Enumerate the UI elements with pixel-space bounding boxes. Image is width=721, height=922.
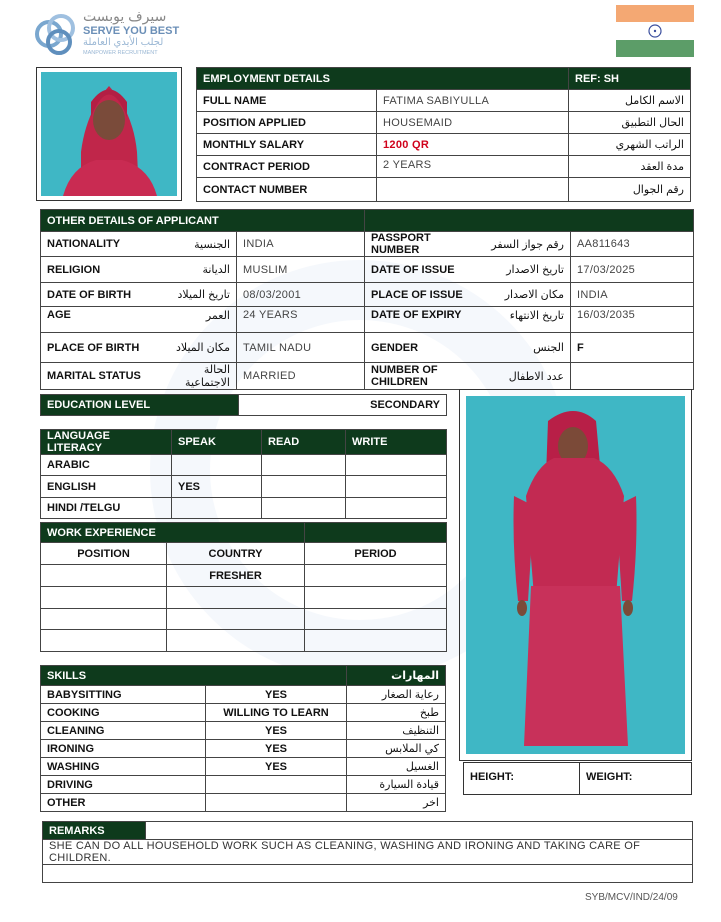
- table-row: [41, 740, 446, 758]
- religion-label: RELIGION: [41, 257, 151, 283]
- height-label: HEIGHT:: [470, 771, 514, 783]
- contact-ar: رقم الجوال: [569, 178, 691, 202]
- education-value: SECONDARY: [239, 395, 447, 416]
- skill-ar: كي الملابس: [347, 740, 446, 758]
- skill-label: COOKING: [41, 704, 206, 722]
- table-row: [41, 686, 446, 704]
- religion-value: MUSLIM: [237, 257, 365, 283]
- skill-label: IRONING: [41, 740, 206, 758]
- issue-place-value: INDIA: [571, 283, 694, 307]
- position-ar: الحال التطبيق: [569, 112, 691, 134]
- skill-value: [206, 794, 347, 812]
- skill-ar: قيادة السيارة: [347, 776, 446, 794]
- table-row: [41, 565, 447, 587]
- pob-ar: مكان الميلاد: [151, 333, 237, 363]
- skill-label: CLEANING: [41, 722, 206, 740]
- table-row: [41, 498, 447, 519]
- work-period-header: PERIOD: [305, 543, 447, 565]
- other-details-table: [40, 209, 694, 390]
- salary-value: 1200 QR: [377, 134, 569, 156]
- speak-header: SPEAK: [172, 430, 262, 455]
- applicant-photo-full: [459, 389, 692, 761]
- weight-label: WEIGHT:: [586, 771, 633, 783]
- logo-arabic: سيرف يوبست: [83, 8, 167, 24]
- work-position-header: POSITION: [41, 543, 167, 565]
- remarks-table: [42, 821, 693, 883]
- dob-ar: تاريخ الميلاد: [151, 283, 237, 307]
- language-name: ARABIC: [41, 455, 172, 476]
- skill-value: WILLING TO LEARN: [206, 704, 347, 722]
- full-name-label: FULL NAME: [197, 90, 377, 112]
- passport-label: PASSPORT NUMBER: [365, 232, 475, 257]
- age-value: 24 YEARS: [237, 307, 365, 333]
- salary-ar: الراتب الشهري: [569, 134, 691, 156]
- skill-ar: التنظيف: [347, 722, 446, 740]
- education-table: [40, 394, 447, 416]
- issue-date-ar: تاريخ الاصدار: [475, 257, 571, 283]
- work-country-header: COUNTRY: [167, 543, 305, 565]
- other-details-header: OTHER DETAILS OF APPLICANT: [41, 210, 365, 232]
- skill-label: BABYSITTING: [41, 686, 206, 704]
- nationality-ar: الجنسية: [151, 232, 237, 257]
- religion-ar: الديانة: [151, 257, 237, 283]
- language-name: ENGLISH: [41, 476, 172, 498]
- marital-ar: الحالة الاجتماعية: [151, 363, 237, 390]
- contract-value: 2 YEARS: [377, 156, 569, 178]
- table-row: [41, 455, 447, 476]
- remarks-header: REMARKS: [43, 822, 146, 840]
- employment-header: EMPLOYMENT DETAILS: [197, 68, 569, 90]
- table-row: [41, 704, 446, 722]
- expiry-value: 16/03/2035: [571, 307, 694, 333]
- skill-ar: طبخ: [347, 704, 446, 722]
- table-row: [41, 630, 447, 652]
- nationality-label: NATIONALITY: [41, 232, 151, 257]
- skill-ar: رعاية الصغار: [347, 686, 446, 704]
- skills-table: [40, 665, 446, 812]
- write-header: WRITE: [346, 430, 447, 455]
- work-country-value: FRESHER: [167, 565, 305, 587]
- work-experience-table: [40, 522, 447, 652]
- position-label: POSITION APPLIED: [197, 112, 377, 134]
- table-row: [41, 758, 446, 776]
- passport-ar: رقم جواز السفر: [475, 232, 571, 257]
- company-logo: [33, 8, 183, 60]
- contact-label: CONTACT NUMBER: [197, 178, 377, 202]
- language-table: [40, 429, 447, 519]
- contact-value: [377, 178, 569, 202]
- weight-cell: [579, 762, 692, 795]
- issue-date-value: 17/03/2025: [571, 257, 694, 283]
- skill-ar: اخر: [347, 794, 446, 812]
- india-flag: [616, 5, 694, 57]
- skill-label: WASHING: [41, 758, 206, 776]
- table-row: [41, 776, 446, 794]
- education-label: EDUCATION LEVEL: [41, 395, 239, 416]
- contract-label: CONTRACT PERIOD: [197, 156, 377, 178]
- issue-date-label: DATE OF ISSUE: [365, 257, 475, 283]
- nationality-value: INDIA: [237, 232, 365, 257]
- expiry-label: DATE OF EXPIRY: [365, 307, 475, 333]
- gender-ar: الجنس: [475, 333, 571, 363]
- gender-value: F: [571, 333, 694, 363]
- contract-ar: مدة العقد: [569, 156, 691, 178]
- logo-emblem-icon: [33, 10, 79, 58]
- full-name-ar: الاسم الكامل: [569, 90, 691, 112]
- age-label: AGE: [41, 307, 151, 333]
- work-header: WORK EXPERIENCE: [41, 523, 305, 543]
- issue-place-label: PLACE OF ISSUE: [365, 283, 475, 307]
- logo-arabic-sub: لجلب الأيدي العاملة: [83, 37, 164, 48]
- remarks-text: SHE CAN DO ALL HOUSEHOLD WORK SUCH AS CLEANING, WASHING AND IRONING AND TAKING CARE OF CHILDREN.: [43, 840, 693, 865]
- language-name: HINDI /TELGU: [41, 498, 172, 519]
- gender-label: GENDER: [365, 333, 475, 363]
- logo-name: SERVE YOU BEST: [83, 25, 180, 37]
- logo-sub: MANPOWER RECRUITMENT: [83, 50, 158, 56]
- skills-header-ar: المهارات: [347, 666, 446, 686]
- skill-value: YES: [206, 758, 347, 776]
- skill-value: YES: [206, 740, 347, 758]
- table-row: [41, 587, 447, 609]
- employment-details-table: [196, 67, 691, 202]
- ref-label: REF: SH: [569, 68, 691, 90]
- skill-value: YES: [206, 722, 347, 740]
- salary-label: MONTHLY SALARY: [197, 134, 377, 156]
- dob-value: 08/03/2001: [237, 283, 365, 307]
- skill-value: YES: [206, 686, 347, 704]
- passport-value: AA811643: [571, 232, 694, 257]
- skill-label: DRIVING: [41, 776, 206, 794]
- table-row: [41, 722, 446, 740]
- children-label: NUMBER OF CHILDREN: [365, 363, 475, 390]
- document-code: SYB/MCV/IND/24/09: [585, 892, 678, 903]
- expiry-ar: تاريخ الانتهاء: [475, 307, 571, 333]
- table-row: [41, 609, 447, 630]
- full-body-image: [466, 396, 685, 754]
- dob-label: DATE OF BIRTH: [41, 283, 151, 307]
- pob-label: PLACE OF BIRTH: [41, 333, 151, 363]
- skill-value: [206, 776, 347, 794]
- children-value: [571, 363, 694, 390]
- table-row: [41, 794, 446, 812]
- applicant-photo-small: [36, 67, 182, 201]
- skill-ar: الغسيل: [347, 758, 446, 776]
- skills-header: SKILLS: [41, 666, 347, 686]
- height-cell: [463, 762, 580, 795]
- table-row: ENGLISH YES: [41, 476, 447, 498]
- language-header: LANGUAGE LITERACY: [41, 430, 172, 455]
- age-ar: العمر: [151, 307, 237, 333]
- position-value: HOUSEMAID: [377, 112, 569, 134]
- skill-label: OTHER: [41, 794, 206, 812]
- issue-place-ar: مكان الاصدار: [475, 283, 571, 307]
- children-ar: عدد الاطفال: [475, 363, 571, 390]
- marital-label: MARITAL STATUS: [41, 363, 151, 390]
- read-header: READ: [262, 430, 346, 455]
- portrait-image: [41, 72, 177, 196]
- marital-value: MARRIED: [237, 363, 365, 390]
- pob-value: TAMIL NADU: [237, 333, 365, 363]
- ashoka-chakra-icon: [648, 24, 662, 38]
- full-name-value: FATIMA SABIYULLA: [377, 90, 569, 112]
